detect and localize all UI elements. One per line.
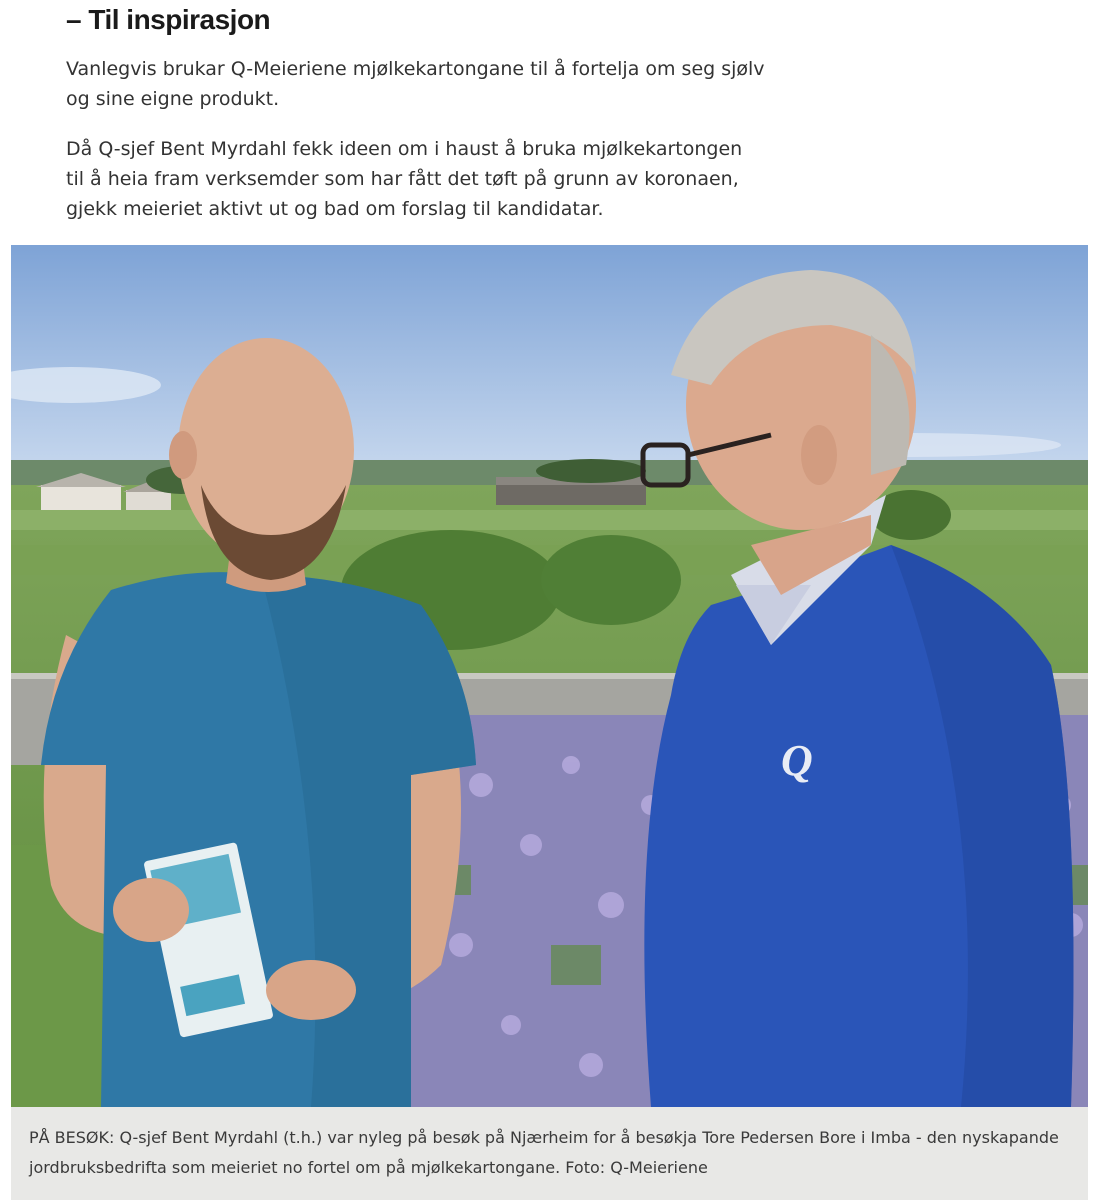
hand: [266, 960, 356, 1020]
hand: [113, 878, 189, 942]
sweater-q-logo: Q: [781, 736, 813, 785]
photo-caption: PÅ BESØK: Q-sjef Bent Myrdahl (t.h.) var nyleg på besøk på Njærheim for å besøkja Tore Pedersen Bore i Imba - den nyskapande jordbruksbedrifta som meieriet no fortel om på mjølkekartongane. Foto: Q-Meieriene: [11, 1107, 1088, 1200]
tree-cluster: [536, 459, 646, 483]
article-paragraph-1: Vanlegvis brukar Q-Meieriene mjølkekartongane til å fortelja om seg sjølv og sine eigne produkt.: [66, 58, 765, 110]
ear: [169, 431, 197, 479]
section-heading: – Til inspirasjon: [66, 4, 271, 35]
article-photo: [11, 245, 1088, 1107]
bush: [541, 535, 681, 625]
ear: [801, 425, 837, 485]
article-paragraph-2: Då Q-sjef Bent Myrdahl fekk ideen om i haust å bruka mjølkekartongen til å heia fram verksemder som har fått det tøft på grunn av koronaen, gjekk meieriet aktivt ut og bad om forslag til kandidatar.: [66, 138, 743, 220]
